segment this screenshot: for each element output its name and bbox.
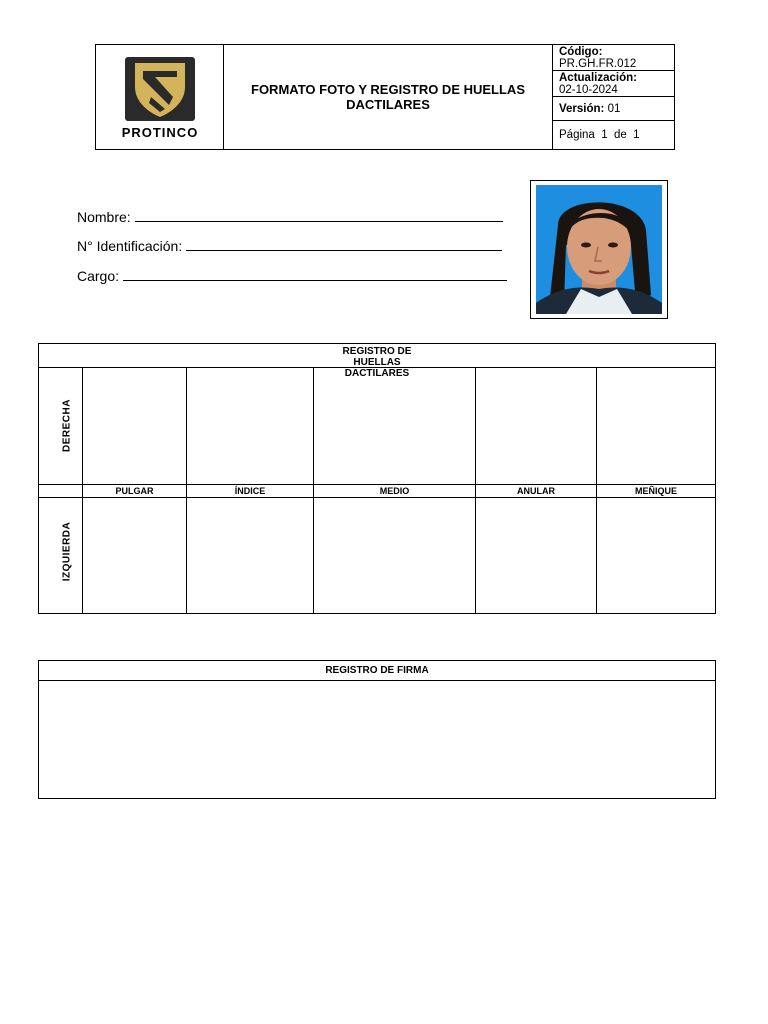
id-label: N° Identificación: bbox=[77, 238, 183, 254]
role-field[interactable] bbox=[77, 268, 507, 284]
finger-thumb-label: PULGAR bbox=[115, 486, 154, 496]
left-pinky-box[interactable] bbox=[597, 498, 715, 613]
signature-title: REGISTRO DE FIRMA bbox=[39, 661, 715, 681]
name-field[interactable] bbox=[77, 209, 503, 225]
finger-ring-label: ANULAR bbox=[517, 486, 555, 496]
left-middle-box[interactable] bbox=[314, 498, 475, 613]
right-pinky-box[interactable] bbox=[597, 368, 715, 484]
document-header bbox=[95, 44, 675, 150]
role-label: Cargo: bbox=[77, 268, 120, 284]
update-block bbox=[553, 71, 674, 97]
left-hand-label: IZQUIERDA bbox=[61, 521, 73, 582]
update-label: Actualización: bbox=[559, 72, 637, 84]
right-middle-box[interactable] bbox=[314, 368, 475, 484]
left-thumb-box[interactable] bbox=[83, 498, 186, 613]
finger-middle-label: MEDIO bbox=[379, 486, 410, 496]
name-line[interactable] bbox=[135, 209, 503, 222]
version-label: Versión: bbox=[559, 103, 605, 115]
signature-box[interactable] bbox=[39, 681, 715, 798]
left-index-box[interactable] bbox=[187, 498, 313, 613]
finger-index-label: ÍNDICE bbox=[234, 486, 266, 496]
right-hand-label: DERECHA bbox=[61, 399, 73, 452]
finger-pinky-label: MEÑIQUE bbox=[634, 486, 677, 496]
fingerprint-table bbox=[38, 343, 716, 614]
company-name: PROTINCO bbox=[121, 125, 199, 140]
right-index-box[interactable] bbox=[187, 368, 313, 484]
company-logo bbox=[125, 57, 195, 121]
logo-cell bbox=[96, 45, 224, 149]
person-photo bbox=[536, 185, 662, 314]
right-thumb-box[interactable] bbox=[83, 368, 186, 484]
update-value: 02-10-2024 bbox=[559, 84, 618, 96]
name-label: Nombre: bbox=[77, 209, 131, 225]
shield-icon bbox=[125, 57, 195, 121]
id-field[interactable] bbox=[77, 238, 502, 254]
document-title: FORMATO FOTO Y REGISTRO DE HUELLAS DACTILARES bbox=[224, 45, 553, 149]
code-value: PR.GH.FR.012 bbox=[559, 58, 637, 70]
role-line[interactable] bbox=[123, 268, 507, 281]
code-block bbox=[553, 45, 674, 71]
signature-table bbox=[38, 660, 716, 799]
photo-frame bbox=[530, 180, 668, 319]
id-line[interactable] bbox=[186, 238, 502, 251]
version-value: 01 bbox=[607, 103, 621, 115]
code-label: Código: bbox=[559, 46, 603, 58]
right-ring-box[interactable] bbox=[476, 368, 596, 484]
fingerprint-title: REGISTRO DE HUELLAS DACTILARES bbox=[342, 346, 412, 379]
left-ring-box[interactable] bbox=[476, 498, 596, 613]
document-meta bbox=[553, 45, 674, 149]
page-number: Página 1 de 1 bbox=[559, 129, 640, 141]
version-block bbox=[553, 97, 674, 121]
